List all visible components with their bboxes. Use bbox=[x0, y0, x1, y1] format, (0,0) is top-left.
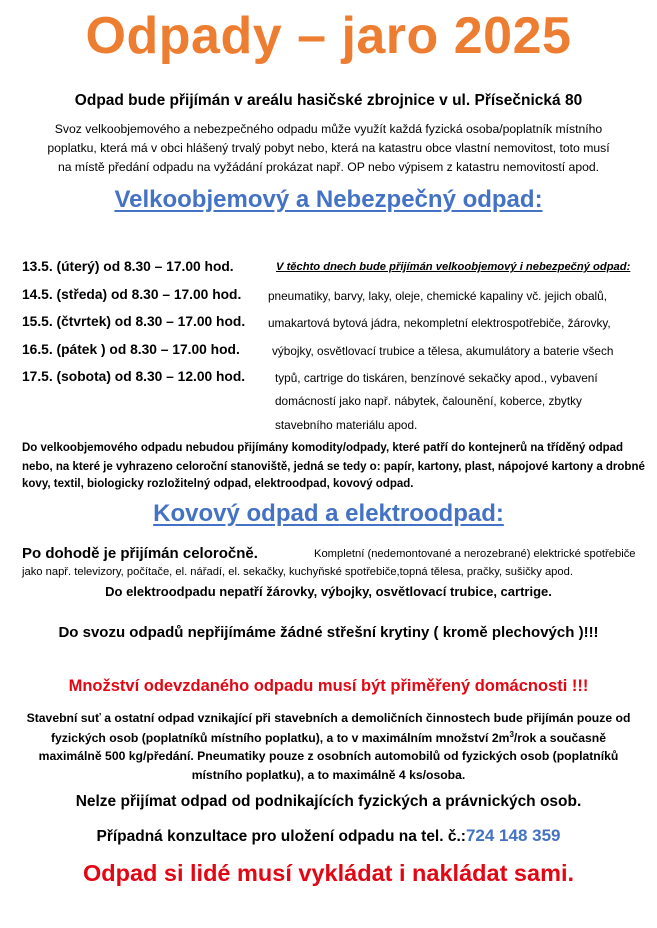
rubble-rule-line: Stavební suť a ostatní odpad vznikající při stavebních a demoličních činnostech bude přijímán pouze od bbox=[26, 711, 631, 725]
accepted-waste-line: umakartová bytová jádra, nekompletní elektrospotřebiče, žárovky, bbox=[268, 316, 611, 330]
rubble-rule-line: maximálně 500 kg/předání. Pneumatiky pouze z osobních automobilů od fyzických osob (poplatníků bbox=[38, 749, 619, 763]
intro-line: na místě předání odpadu na vyžádání prokázat např. OP nebo výpisem z katastru nemovitostí apod. bbox=[57, 160, 600, 174]
accepted-waste-heading: V těchto dnech bude přijímán velkoobjemový i nebezpečný odpad: bbox=[276, 261, 631, 273]
schedule-day: 16.5. (pátek ) od 8.30 – 17.00 hod. bbox=[22, 342, 240, 357]
amount-warning: Množství odevzdaného odpadu musí být přiměřený domácnosti !!! bbox=[68, 677, 589, 695]
contact-label: Případná konzultace pro uložení odpadu na tel. č.: bbox=[96, 828, 466, 845]
phone-number[interactable]: 724 148 359 bbox=[465, 826, 561, 845]
metal-detail-line: jako např. televizory, počítače, el. nářadí, el. sekačky, kuchyňské spotřebiče,topná tělesa, pračky, sušičky apod. bbox=[22, 566, 573, 578]
page-title: Odpady – jaro 2025 bbox=[85, 7, 572, 65]
schedule-day: 15.5. (čtvrtek) od 8.30 – 17.00 hod. bbox=[22, 314, 246, 329]
electro-exclusion: Do elektroodpadu nepatří žárovky, výbojky, osvětlovací trubice, cartrige. bbox=[105, 584, 552, 599]
contact-line bbox=[0, 826, 657, 846]
exclusion-line: Do velkoobjemového odpadu nebudou přijímány komodity/odpady, které patří do kontejnerů na tříděný odpad bbox=[22, 442, 624, 454]
intro-line: poplatku, která má v obci hlášený trvalý pobyt nebo, která na katastru obce vlastní nemovitost, toto musí bbox=[47, 141, 610, 155]
business-exclusion: Nelze přijímat odpad od podnikajících fyzických a právnických osob. bbox=[75, 793, 582, 810]
metal-detail-line: Kompletní (nedemontované a nerozebrané) elektrické spotřebiče bbox=[314, 548, 636, 560]
rubble-rule-line: fyzických osob (poplatníků místního poplatku), a to v maximálním množství $2m^3$/rok a současně bbox=[50, 730, 607, 746]
accepted-waste-line: domácností jako např. nábytek, čalounění, koberce, zbytky bbox=[275, 394, 582, 408]
collection-location: Odpad bude přijímán v areálu hasičské zbrojnice v ul. Přísečnická 80 bbox=[74, 92, 583, 109]
accepted-waste-line: pneumatiky, barvy, laky, oleje, chemické kapaliny vč. jejich obalů, bbox=[268, 289, 607, 303]
section-heading-metal-electro: Kovový odpad a elektroodpad: bbox=[153, 500, 504, 527]
exclusion-line: kovy, textil, biologicky rozložitelný odpad, elektroodpad, kovový odpad. bbox=[22, 478, 414, 490]
exclusion-line: nebo, na které je vyhrazeno celoroční stanoviště, jedná se tedy o: papír, kartony, plast, nápojové kartony a drobné bbox=[22, 461, 645, 473]
section-heading-bulky-hazardous: Velkoobjemový a Nebezpečný odpad: bbox=[114, 186, 543, 213]
metal-accepted-lead: Po dohodě je přijímán celoročně. bbox=[22, 545, 258, 562]
schedule-day: 13.5. (úterý) od 8.30 – 17.00 hod. bbox=[22, 259, 234, 274]
self-unload-notice: Odpad si lidé musí vykládat i nakládat sami. bbox=[82, 860, 575, 886]
roofing-notice: Do svozu odpadů nepřijímáme žádné střešní krytiny ( kromě plechových )!!! bbox=[58, 624, 599, 641]
accepted-waste-line: stavebního materiálu apod. bbox=[275, 418, 418, 432]
intro-line: Svoz velkoobjemového a nebezpečného odpadu může využít každá fyzická osoba/poplatník místního bbox=[54, 122, 603, 136]
schedule-day: 17.5. (sobota) od 8.30 – 12.00 hod. bbox=[22, 369, 246, 384]
rubble-rule-line: místního poplatku), a to maximálně 4 ks/osoba. bbox=[191, 768, 466, 782]
accepted-waste-line: typů, cartrige do tiskáren, benzínové sekačky apod., vybavení bbox=[275, 371, 598, 385]
schedule-day: 14.5. (středa) od 8.30 – 17.00 hod. bbox=[22, 287, 242, 302]
accepted-waste-line: výbojky, osvětlovací trubice a tělesa, akumulátory a baterie všech bbox=[272, 344, 614, 358]
